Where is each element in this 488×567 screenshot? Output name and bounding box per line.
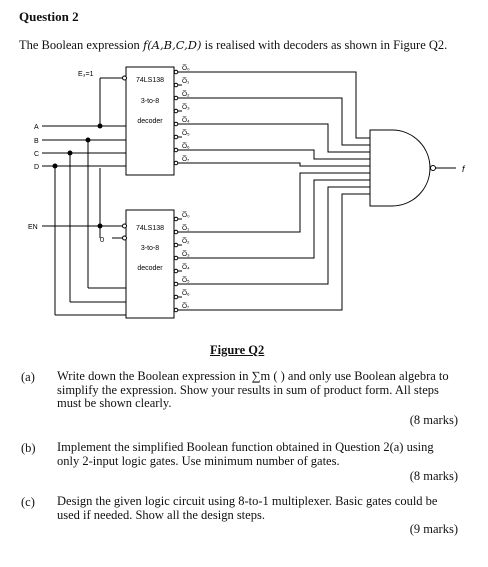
e3-label: E₃=1 <box>78 71 94 78</box>
question-b-text: Implement the simplified Boolean function obtained in Question 2(a) using only 2-input logic gates. Use minimum number of gates. <box>57 440 434 468</box>
top-o0-label: O̅₀ <box>182 65 190 72</box>
question-a-label: (a) <box>21 370 35 384</box>
output-f-label: f <box>462 164 465 174</box>
input-c-label: C <box>34 151 40 158</box>
bottom-o1-label: O̅₁ <box>182 225 190 232</box>
zero-label: 0 <box>100 235 105 244</box>
intro-function: f(A,B,C,D) <box>142 38 202 52</box>
intro-text <box>19 38 447 53</box>
question-a-text: Write down the Boolean expression in ∑m ( ) and only use Boolean algebra to simplify the expression. Show your results in sum of product form. All steps must be shown clearly. <box>57 369 449 410</box>
top-o5-label: O̅₅ <box>182 130 190 137</box>
bottom-o5-label: O̅₅ <box>182 277 190 284</box>
bottom-o7-label: O̅₇ <box>182 303 190 310</box>
question-c-label: (c) <box>21 495 35 509</box>
top-o2-label: O̅₂ <box>182 91 190 98</box>
intro-before: The Boolean expression <box>19 38 143 52</box>
top-o4-label: O̅₄ <box>182 117 190 124</box>
input-a-label: A <box>34 124 39 131</box>
bottom-o4-label: O̅₄ <box>182 264 190 271</box>
top-o6-label: O̅₆ <box>182 143 190 150</box>
question-a-marks: (8 marks) <box>409 413 458 427</box>
question-c-text: Design the given logic circuit using 8-to-1 multiplexer. Basic gates could be used if needed. Show all the design steps. <box>57 494 438 522</box>
circuit-diagram <box>0 60 488 340</box>
question-c-marks: (9 marks) <box>409 522 458 536</box>
nand-gate <box>370 130 430 206</box>
bottom-o2-label: O̅₂ <box>182 238 190 245</box>
bottom-o0-label: O̅₀ <box>182 212 190 219</box>
decoder-top-output-stubs <box>174 70 182 165</box>
bottom-o3-label: O̅₃ <box>182 251 190 258</box>
decoder-top-part: 74LS138 <box>135 77 165 84</box>
decoder-bottom-type: 3-to-8 <box>140 245 160 252</box>
question-b-label: (b) <box>21 441 36 455</box>
decoder-bottom-part: 74LS138 <box>135 225 165 232</box>
enable-label: EN <box>28 224 38 231</box>
question-title: Question 2 <box>19 9 79 24</box>
decoder-bottom-output-stubs <box>174 217 182 312</box>
input-b-label: B <box>34 138 39 145</box>
input-d-label: D <box>34 164 40 171</box>
figure-caption: Figure Q2 <box>210 343 265 357</box>
decoder-top-name: decoder <box>137 118 163 125</box>
decoder-top-type: 3-to-8 <box>140 98 160 105</box>
decoder-bottom-name: decoder <box>137 265 163 272</box>
bottom-o6-label: O̅₆ <box>182 290 190 297</box>
top-o1-label: O̅₁ <box>182 78 190 85</box>
question-b-marks: (8 marks) <box>409 469 458 483</box>
intro-after: is realised with decoders as shown in Figure Q2. <box>201 38 448 52</box>
top-o3-label: O̅₃ <box>182 104 190 111</box>
top-o7-label: O̅₇ <box>182 156 190 163</box>
